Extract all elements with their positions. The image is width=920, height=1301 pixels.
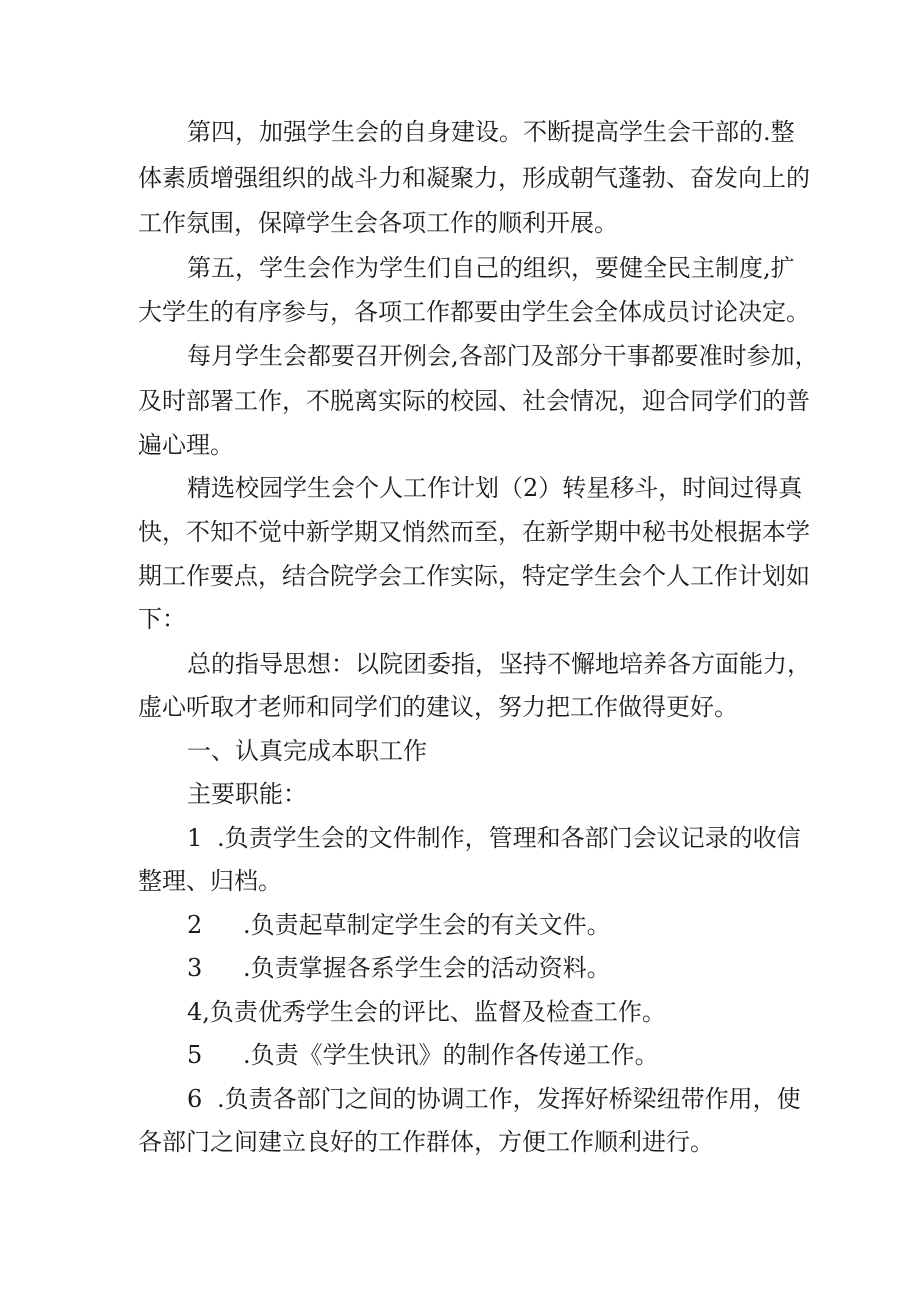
text-line: 期工作要点，结合院学会工作实际，特定学生会个人工作计划如 bbox=[138, 562, 810, 590]
text-line: 一、认真完成本职工作 bbox=[187, 737, 427, 765]
text-line: 各部门之间建立良好的工作群体，方便工作顺利进行。 bbox=[138, 1128, 714, 1156]
text-line: 每月学生会都要召开例会,各部门及部分干事都要准时参加， bbox=[187, 342, 819, 370]
text-line: 4,负责优秀学生会的评比、监督及检查工作。 bbox=[187, 998, 666, 1026]
item-number: 6 bbox=[187, 1085, 203, 1113]
text-line: .负责起草制定学生会的有关文件。 bbox=[243, 911, 611, 939]
text-line: 虚心听取才老师和同学们的建议，努力把工作做得更好。 bbox=[138, 693, 738, 721]
text-line: 第五，学生会作为学生们自己的组织，要健全民主制度,扩 bbox=[187, 254, 795, 282]
item-number: 1 bbox=[187, 824, 203, 852]
text-line: 整理、归档。 bbox=[138, 867, 282, 895]
text-line: .负责各部门之间的协调工作，发挥好桥梁纽带作用，使 bbox=[217, 1085, 801, 1113]
item-number: 3 bbox=[187, 954, 203, 982]
text-line: 第四，加强学生会的自身建设。不断提高学生会干部的.整 bbox=[187, 118, 795, 146]
text-line: 大学生的有序参与，各项工作都要由学生会全体成员讨论决定。 bbox=[138, 298, 810, 326]
text-line: 下： bbox=[138, 605, 186, 633]
text-line: 总的指导思想：以院团委指，坚持不懈地培养各方面能力， bbox=[187, 650, 811, 678]
item-number: 5 bbox=[187, 1041, 203, 1069]
text-line: .负责《学生快讯》的制作各传递工作。 bbox=[243, 1041, 659, 1069]
item-number: 2 bbox=[187, 911, 203, 939]
text-line: 工作氛围，保障学生会各项工作的顺利开展。 bbox=[138, 209, 618, 237]
text-line: .负责学生会的文件制作，管理和各部门会议记录的收信 bbox=[217, 824, 801, 852]
text-line: 体素质增强组织的战斗力和凝聚力，形成朝气蓬勃、奋发向上的 bbox=[138, 164, 810, 192]
text-line: 快，不知不觉中新学期又悄然而至，在新学期中秘书处根据本学 bbox=[138, 518, 810, 546]
text-line: 主要职能： bbox=[187, 780, 307, 808]
text-line: 及时部署工作，不脱离实际的校园、社会情况，迎合同学们的普 bbox=[138, 387, 810, 415]
text-line: .负责掌握各系学生会的活动资料。 bbox=[243, 954, 611, 982]
text-line: 精选校园学生会个人工作计划（2）转星移斗，时间过得真 bbox=[187, 474, 803, 502]
text-line: 遍心理。 bbox=[138, 431, 234, 459]
